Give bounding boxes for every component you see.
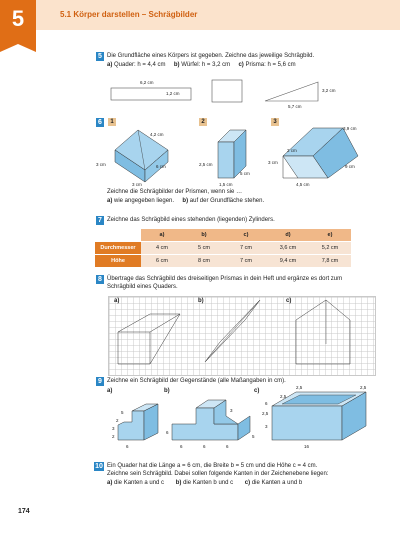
table-cell: 5,2 cm	[309, 242, 351, 255]
table-header: b)	[183, 229, 225, 242]
chapter-number: 5	[11, 6, 25, 31]
dim-1-2cm: 1,2 cm	[166, 91, 180, 96]
exercise-10-b-text: die Kanten b und c	[183, 480, 234, 486]
svg-text:2,5: 2,5	[360, 385, 367, 390]
svg-text:4,2 cm: 4,2 cm	[150, 132, 164, 137]
svg-text:6: 6	[226, 444, 229, 449]
exercise-9-label-b: b)	[164, 388, 170, 394]
exercise-10-a-text: die Kanten a und c	[114, 480, 165, 486]
table-cell: 7,8 cm	[309, 255, 351, 268]
exercise-6-sub-1: 1	[108, 118, 116, 126]
table-header: e)	[309, 229, 351, 242]
exercise-8-line1: Übertrage das Schrägbild des dreiseitigen Prismas in dein Heft und ergänze es dort zum	[107, 276, 343, 282]
exercise-10-c-text: die Kanten a und b	[251, 480, 303, 486]
svg-text:3: 3	[230, 408, 233, 413]
exercise-6-a-text: wie angegeben liegen.	[114, 198, 175, 204]
exercise-6-sub-2: 2	[199, 118, 207, 126]
exercise-7-number: 7	[96, 216, 104, 225]
dim-5-7cm: 5,7 cm	[288, 104, 302, 109]
table-cell: 5 cm	[183, 242, 225, 255]
exercise-9-text: Zeichne ein Schrägbild der Gegenstände (alle Maßangaben in cm).	[107, 378, 286, 384]
svg-text:9 cm: 9 cm	[345, 164, 355, 169]
dim-3-2cm: 3,2 cm	[322, 88, 336, 93]
exercise-6-text: Zeichne die Schrägbilder der Prismen, wenn sie …	[107, 189, 243, 195]
grid-label-b: b)	[198, 298, 204, 304]
exercise-9-number: 9	[96, 377, 104, 386]
page-number: 174	[18, 508, 30, 515]
exercise-5-number: 5	[96, 52, 104, 61]
table-header: c)	[225, 229, 267, 242]
svg-text:6 cm: 6 cm	[156, 164, 166, 169]
exercise-6-number: 6	[96, 118, 104, 127]
svg-text:2,5 cm: 2,5 cm	[199, 162, 213, 167]
svg-text:3: 3	[112, 426, 115, 431]
svg-text:2,5: 2,5	[280, 394, 287, 399]
svg-text:6: 6	[265, 401, 268, 406]
svg-text:2: 2	[116, 418, 119, 423]
exercise-9-label-c: c)	[254, 388, 260, 394]
table-cell: 8 cm	[183, 255, 225, 268]
svg-text:1,5 cm: 1,5 cm	[219, 182, 233, 187]
table-cell: 7 cm	[225, 242, 267, 255]
exercise-5-a-label: a)	[107, 62, 113, 68]
exercise-5-a-text: Quader: h = 4,4 cm	[114, 62, 166, 68]
svg-text:3: 3	[265, 424, 268, 429]
exercise-10-b-label: b)	[175, 480, 182, 486]
section-title: 5.1 Körper darstellen – Schrägbilder	[60, 10, 198, 19]
svg-text:3 cm: 3 cm	[268, 160, 278, 165]
svg-text:16: 16	[304, 444, 310, 449]
svg-text:3,9 cm: 3,9 cm	[343, 126, 357, 131]
exercise-6-sub-3: 3	[271, 118, 279, 126]
exercise-6-b-label: b)	[182, 198, 189, 204]
table-cell: 3,6 cm	[267, 242, 309, 255]
exercise-6-b-text: auf der Grundfläche stehen.	[189, 198, 265, 204]
svg-text:6: 6	[203, 444, 206, 449]
table-header: d)	[267, 229, 309, 242]
table-header: a)	[141, 229, 183, 242]
svg-text:2,5: 2,5	[262, 411, 269, 416]
grid-label-c: c)	[286, 298, 292, 304]
exercise-10-line1: Ein Quader hat die Länge a = 6 cm, die Breite b = 5 cm und die Höhe c = 4 cm.	[107, 463, 318, 469]
table-cell: 4 cm	[141, 242, 183, 255]
exercise-10-c-label: c)	[244, 480, 251, 486]
table-cell: 6 cm	[141, 255, 183, 268]
svg-text:6: 6	[180, 444, 183, 449]
svg-text:2,5: 2,5	[296, 385, 303, 390]
svg-text:5: 5	[252, 434, 255, 439]
svg-text:5 cm: 5 cm	[240, 171, 250, 176]
row-label: Höhe	[95, 255, 141, 268]
svg-text:6: 6	[166, 430, 169, 435]
svg-text:3 cm: 3 cm	[132, 182, 142, 187]
exercise-5-text: Die Grundfläche eines Körpers ist gegeben. Zeichne das jeweilige Schrägbild.	[107, 53, 315, 59]
exercise-5-c-text: Prisma: h = 5,6 cm	[245, 62, 296, 68]
exercise-5-c-label: c)	[238, 62, 244, 68]
table-cell: 9,4 cm	[267, 255, 309, 268]
row-label: Durchmesser	[95, 242, 141, 255]
svg-text:2: 2	[112, 434, 115, 439]
svg-text:4,5 cm: 4,5 cm	[296, 182, 310, 187]
exercise-10-number: 10	[95, 463, 103, 470]
exercise-10-parts	[107, 480, 302, 487]
exercise-8-number: 8	[96, 275, 104, 284]
dim-6-2cm: 6,2 cm	[140, 80, 154, 85]
exercise-9-label-a: a)	[107, 388, 113, 394]
exercise-5-b-text: Würfel: h = 3,2 cm	[181, 62, 231, 68]
exercise-10-line2: Zeichne sein Schrägbild. Dabei sollen folgende Kanten in der Zeichenebene liegen:	[107, 471, 329, 477]
svg-text:2 cm: 2 cm	[287, 148, 297, 153]
grid-label-a: a)	[114, 298, 120, 304]
exercise-6-a-label: a)	[107, 198, 113, 204]
table-cell: 7 cm	[225, 255, 267, 268]
svg-text:3 cm: 3 cm	[96, 162, 106, 167]
svg-text:5: 5	[121, 410, 124, 415]
exercise-8-line2: Schrägbild eines Quaders.	[107, 284, 178, 290]
exercise-7-text: Zeichne das Schrägbild eines stehenden (liegenden) Zylinders.	[107, 217, 275, 223]
exercise-10-a-label: a)	[107, 480, 113, 486]
svg-text:6: 6	[126, 444, 129, 449]
exercise-5-b-label: b)	[173, 62, 180, 68]
